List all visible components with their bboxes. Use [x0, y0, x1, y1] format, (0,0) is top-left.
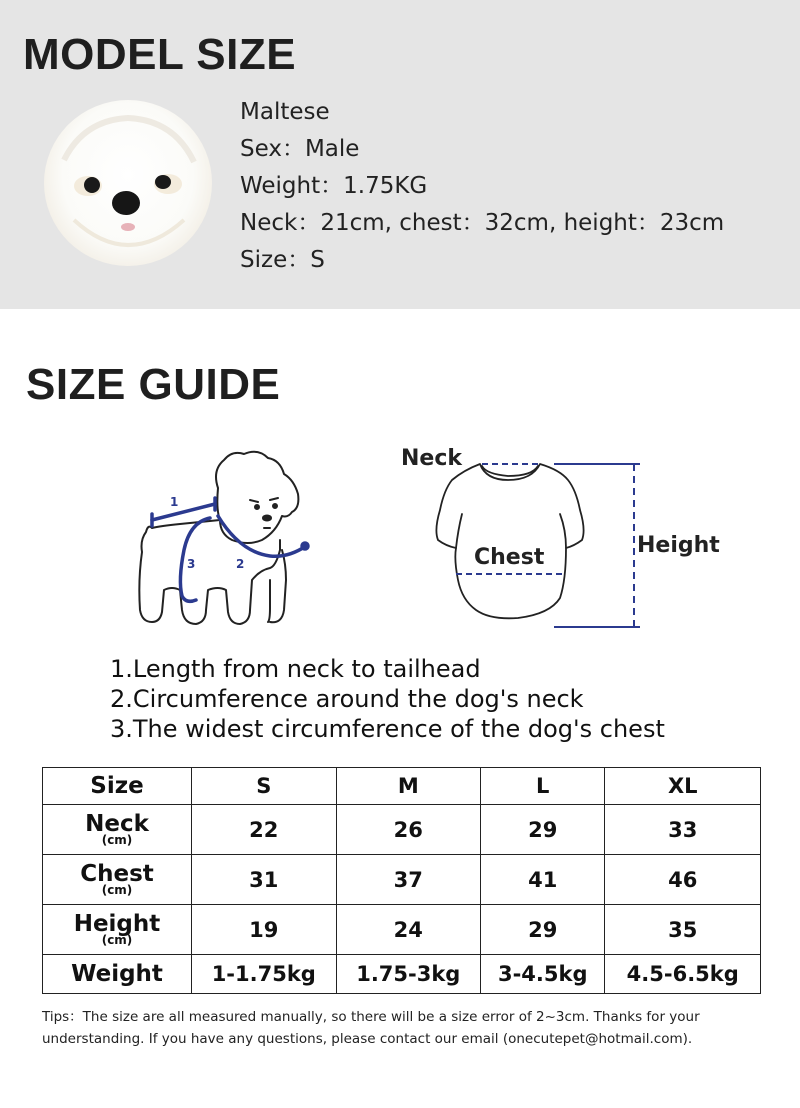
table-cell: 35 [605, 905, 761, 955]
maltese-photo [44, 100, 212, 266]
header-cell: S [192, 768, 337, 805]
table-row [43, 805, 761, 855]
row-label-cell [43, 905, 192, 955]
table-cell: 37 [336, 855, 481, 905]
table-row [43, 955, 761, 994]
measurement-notes [110, 654, 665, 744]
note-item: 2.Circumference around the dog's neck [110, 685, 584, 713]
size-text: Size：S [240, 247, 325, 273]
weight-text: Weight：1.75KG [240, 173, 428, 199]
header-cell: L [481, 768, 605, 805]
table-cell: 29 [481, 905, 605, 955]
marker-1: 1 [170, 495, 179, 509]
table-cell: 24 [336, 905, 481, 955]
model-info [240, 94, 724, 279]
note-item: 1.Length from neck to tailhead [110, 655, 481, 683]
row-label: Chest [80, 860, 154, 887]
size-chart-table [42, 767, 761, 994]
row-label-cell [43, 805, 192, 855]
measurements-text: Neck：21cm, chest：32cm, height：23cm [240, 210, 725, 236]
row-label-cell [43, 955, 192, 994]
note-item: 3.The widest circumference of the dog's chest [110, 715, 665, 743]
table-cell: 3-4.5kg [481, 955, 605, 994]
table-row [43, 905, 761, 955]
dog-measurement-diagram [120, 440, 340, 640]
table-cell: 29 [481, 805, 605, 855]
sex-text: Sex：Male [240, 136, 360, 162]
table-cell: 41 [481, 855, 605, 905]
model-size-title: MODEL SIZE [23, 30, 297, 79]
row-label: Height [73, 910, 161, 937]
height-label: Height [637, 533, 720, 558]
tips-text: Tips：The size are all measured manually, so there will be a size error of 2~3cm. Thanks for your understanding. If you have any questions, please contact our email (onecutepet@hotmail.com). [42, 1009, 700, 1047]
row-unit: (cm) [101, 882, 133, 897]
table-header-row [43, 768, 761, 805]
row-label-cell [43, 855, 192, 905]
row-unit: (cm) [101, 832, 133, 847]
header-cell: XL [605, 768, 761, 805]
marker-3: 3 [187, 557, 196, 571]
table-cell: 4.5-6.5kg [605, 955, 761, 994]
table-cell: 22 [192, 805, 337, 855]
dog-outline-icon [120, 440, 340, 640]
size-guide-title: SIZE GUIDE [26, 360, 281, 409]
neck-label: Neck [401, 446, 463, 471]
chest-label: Chest [474, 545, 545, 570]
marker-2: 2 [236, 557, 245, 571]
table-cell: 1.75-3kg [336, 955, 481, 994]
table-cell: 46 [605, 855, 761, 905]
table-cell: 31 [192, 855, 337, 905]
table-cell: 1-1.75kg [192, 955, 337, 994]
shirt-measurement-diagram [390, 440, 740, 640]
row-label: Neck [85, 810, 149, 837]
row-unit: (cm) [101, 932, 133, 947]
header-cell: M [336, 768, 481, 805]
header-cell: Size [43, 768, 192, 805]
table-cell: 19 [192, 905, 337, 955]
table-cell: 33 [605, 805, 761, 855]
row-label: Weight [71, 961, 163, 987]
breed-text: Maltese [240, 99, 330, 125]
table-cell: 26 [336, 805, 481, 855]
table-row [43, 855, 761, 905]
dog-face-icon [44, 100, 212, 266]
